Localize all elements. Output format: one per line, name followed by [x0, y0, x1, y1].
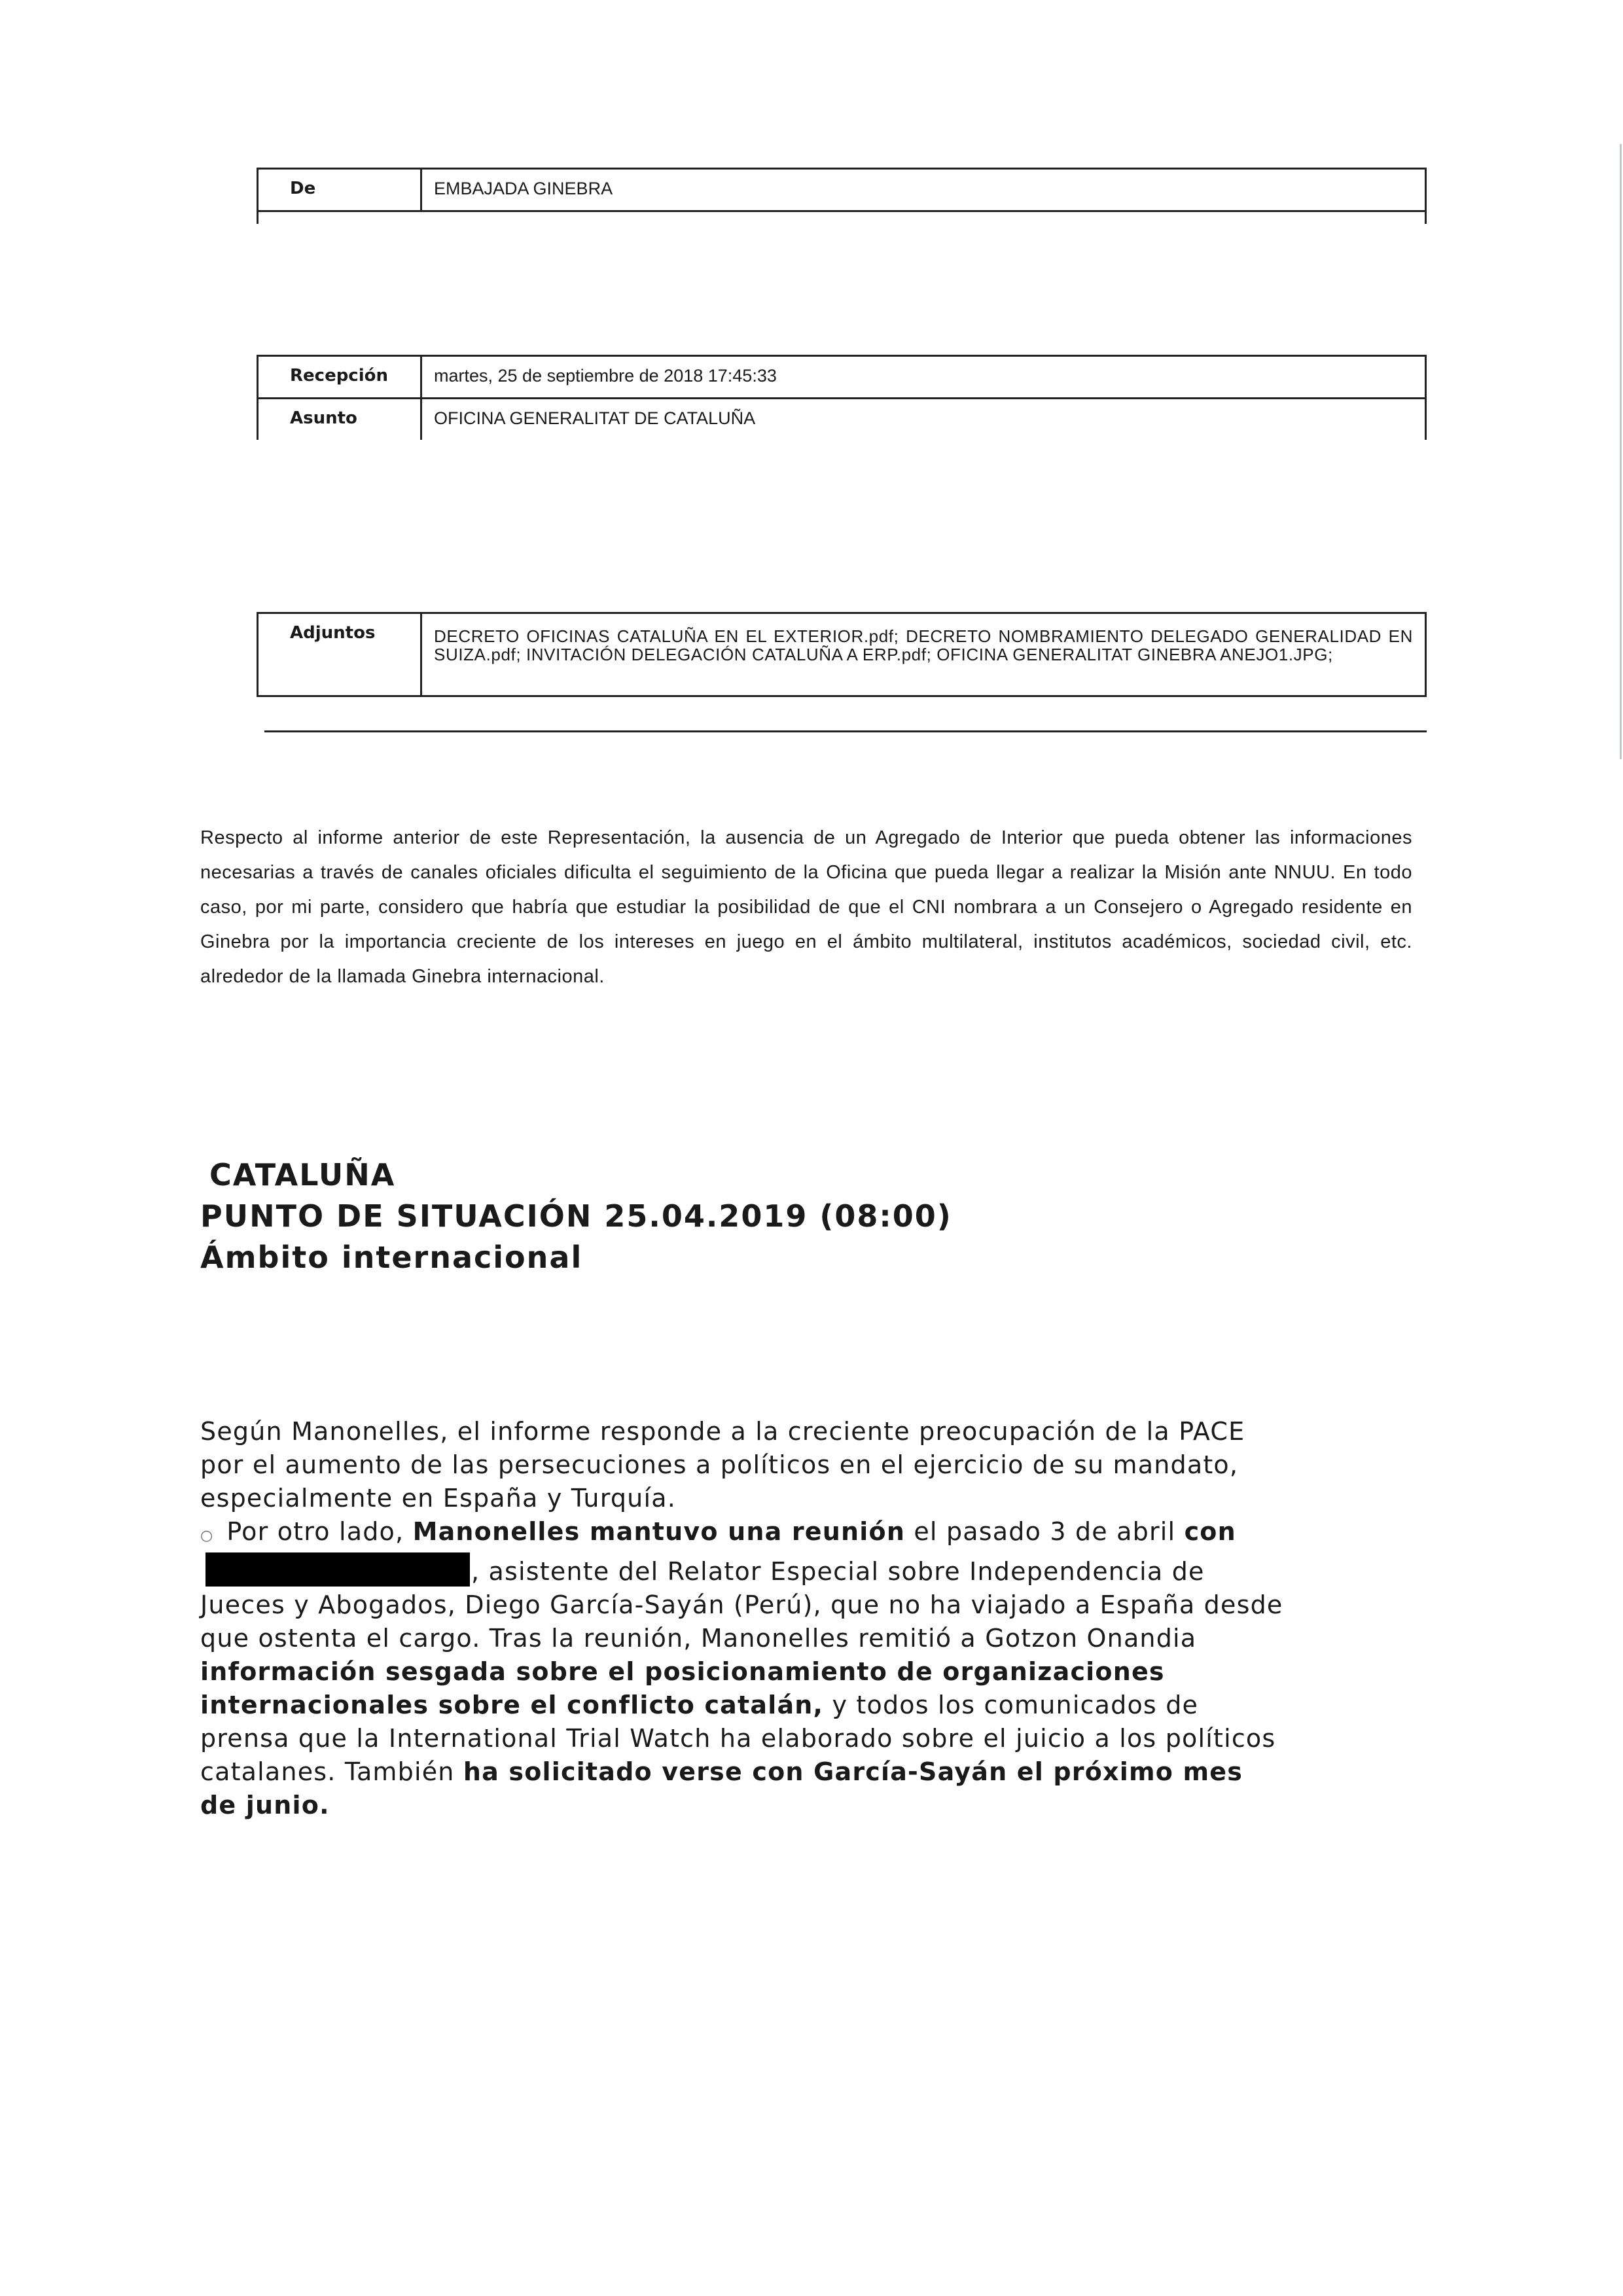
situation-text-2: Por otro lado,	[226, 1517, 413, 1546]
header-table-attachments	[257, 612, 1427, 697]
header-table-from	[257, 168, 1427, 224]
situation-bold-1: Manonelles mantuvo una reunión	[412, 1517, 906, 1546]
from-value: EMBAJADA GINEBRA	[434, 179, 613, 198]
situation-bold-4: ha solicitado verse con García-Sayán el próximo mes de junio.	[200, 1757, 1243, 1820]
heading-line-1: CATALUÑA	[209, 1157, 396, 1193]
attachments-value: DECRETO OFICINAS CATALUÑA EN EL EXTERIOR.pdf; DECRETO NOMBRAMIENTO DELEGADO GENERALIDAD EN SUIZA.pdf; INVITACIÓN DELEGACIÓN CATALUÑA A ERP.pdf; OFICINA GENERALITAT GINEBRA ANEJO1.JPG;	[434, 626, 1413, 664]
situation-bold-2: con	[1184, 1517, 1236, 1546]
situation-text-5: y todos los comunicados de prensa que la International Trial Watch ha elaborado sobre el juicio a los políticos catalanes. También	[200, 1691, 1276, 1786]
section-heading	[200, 1155, 952, 1278]
from-label: De	[259, 170, 422, 210]
header-table-received	[257, 355, 1427, 440]
bullet-mark: ○	[200, 1528, 214, 1544]
header-row-attachments	[259, 614, 1425, 695]
redaction-box	[205, 1552, 470, 1587]
situation-sentence-1: Según Manonelles, el informe responde a la creciente preocupación de la PACE por el aumento de las persecuciones a políticos en el ejercicio de su mandato, especialmente en España y Turquía.	[200, 1417, 1245, 1513]
attachments-label: Adjuntos	[259, 614, 422, 695]
header-row-received	[259, 357, 1425, 399]
header-row-from	[259, 170, 1425, 212]
situation-text-4: , asistente del Relator Especial sobre Independencia de Jueces y Abogados, Diego García-Sayán (Perú), que no ha viajado a España desde que ostenta el cargo. Tras la reunión, Manonelles remitió a Gotzon Onandia	[200, 1557, 1283, 1653]
subject-label: Asunto	[259, 399, 422, 440]
heading-line-3: Ámbito internacional	[200, 1240, 583, 1275]
body-paragraph: Respecto al informe anterior de este Representación, la ausencia de un Agregado de Interior que pueda obtener las informaciones necesarias a través de canales oficiales dificulta el seguimiento de la Oficina que pueda llegar a realizar la Misión ante NNUU. En todo caso, por mi parte, considero que habría que estudiar la posibilidad de que el CNI nombrara a un Consejero o Agregado residente en Ginebra por la importancia creciente de los intereses en juego en el ámbito multilateral, institutos académicos, sociedad civil, etc. alrededor de la llamada Ginebra internacional.	[200, 827, 1412, 987]
heading-line-2: PUNTO DE SITUACIÓN 25.04.2019 (08:00)	[200, 1198, 952, 1234]
received-label: Recepción	[259, 357, 422, 397]
header-row-subject	[259, 399, 1425, 440]
subject-value: OFICINA GENERALITAT DE CATALUÑA	[434, 408, 756, 428]
divider-rule	[264, 730, 1427, 732]
situation-text-3: el pasado 3 de abril	[905, 1517, 1185, 1546]
situation-text	[200, 1415, 1287, 1822]
received-value: martes, 25 de septiembre de 2018 17:45:33	[434, 366, 777, 386]
situation-bold-3: información sesgada sobre el posicionamiento de organizaciones internacionales sobre el conflicto catalán,	[200, 1657, 1165, 1719]
scan-edge	[1620, 144, 1622, 759]
